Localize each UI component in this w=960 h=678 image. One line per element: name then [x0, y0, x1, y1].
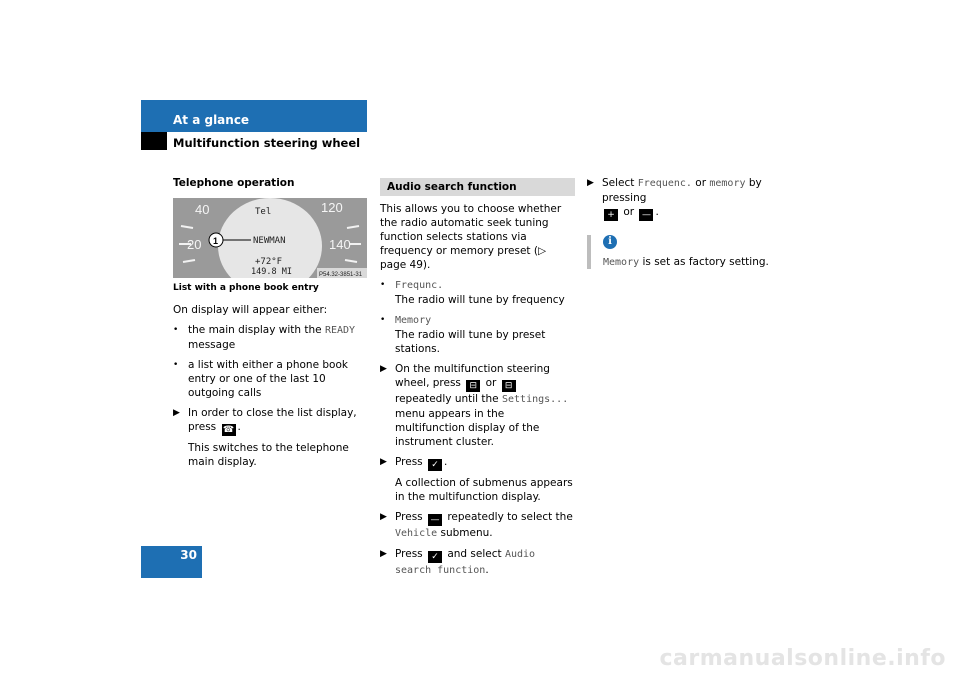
- confirm-key-icon: ✓: [428, 551, 442, 563]
- column-audio-search: [380, 178, 575, 584]
- minus-key-icon: —: [428, 514, 442, 526]
- instruction-step: ▶ Select Frequenc. or memory by pressing + or — .: [587, 177, 762, 220]
- instruction-step: ▶ On the multifunction steering wheel, press ⊟ or ⊟ repeatedly until the Settings... menu appears in the multifunction display of the instrument cluster.: [380, 363, 569, 448]
- plus-key-icon: +: [604, 209, 618, 221]
- step-arrow-icon: ▶: [587, 178, 594, 188]
- list-item: • the main display with the READY message: [173, 324, 356, 351]
- column-telephone: [173, 176, 369, 475]
- display-contact-name: NEWMAN: [253, 236, 286, 246]
- audio-intro: This allows you to choose whether the radio automatic seek tuning function selects stations via frequency or memory preset (▷ page 49).: [380, 203, 562, 271]
- figure-caption: List with a phone book entry: [173, 283, 319, 293]
- instruction-step: ▶ Press ✓ . A collection of submenus appears in the multifunction display.: [380, 456, 573, 503]
- intro-text: On display will appear either:: [173, 304, 328, 316]
- instruction-step: ▶ Press — repeatedly to select the Vehicle submenu.: [380, 511, 573, 539]
- info-icon: i: [603, 235, 617, 249]
- page-number: 30: [180, 548, 197, 562]
- display-tel: Tel: [255, 207, 272, 217]
- section-heading: Audio search function: [380, 178, 575, 196]
- display-odometer: 149.8 MI: [251, 267, 292, 277]
- telephone-heading: Telephone operation: [173, 177, 295, 189]
- speed-label-120: 120: [321, 200, 343, 215]
- info-bar: [587, 235, 591, 269]
- display-temperature: +72°F: [255, 257, 283, 267]
- confirm-key-icon: ✓: [428, 459, 442, 471]
- step-arrow-icon: ▶: [380, 364, 387, 374]
- instruction-step: ▶ Press ✓ and select Audio search function.: [380, 548, 536, 576]
- speed-label-140: 140: [329, 237, 351, 252]
- list-item: • Frequnc. The radio will tune by frequency: [380, 280, 565, 306]
- chapter-title: At a glance: [173, 113, 250, 127]
- column-selection: [587, 176, 787, 270]
- step-arrow-icon: ▶: [380, 549, 387, 559]
- step-arrow-icon: ▶: [380, 457, 387, 467]
- step-arrow-icon: ▶: [380, 512, 387, 522]
- chapter-tab-marker: [141, 132, 167, 150]
- speed-label-40: 40: [195, 202, 210, 217]
- instrument-cluster-figure: [173, 198, 367, 278]
- step-arrow-icon: ▶: [173, 408, 180, 418]
- scroll-right-key-icon: ⊟: [502, 380, 516, 392]
- callout-number: 1: [213, 236, 219, 246]
- footer-watermark: carmanualsonline.info: [659, 646, 946, 671]
- section-title: Multifunction steering wheel: [173, 136, 361, 150]
- list-item: • Memory The radio will tune by preset stations.: [380, 315, 546, 355]
- info-text: Memory is set as factory setting.: [603, 256, 769, 268]
- list-item: • a list with either a phone book entry or one of the last 10 outgoing calls: [173, 359, 348, 399]
- info-note: [587, 235, 787, 270]
- scroll-left-key-icon: ⊟: [466, 380, 480, 392]
- minus-key-icon: —: [639, 209, 653, 221]
- figure-code: P54.32-3851-31: [319, 272, 363, 278]
- instruction-step: ▶ In order to close the list display, press ☎ . This switches to the telephone main display.: [173, 407, 357, 468]
- speed-label-20: 20: [187, 237, 202, 252]
- phone-key-icon: ☎: [222, 425, 235, 435]
